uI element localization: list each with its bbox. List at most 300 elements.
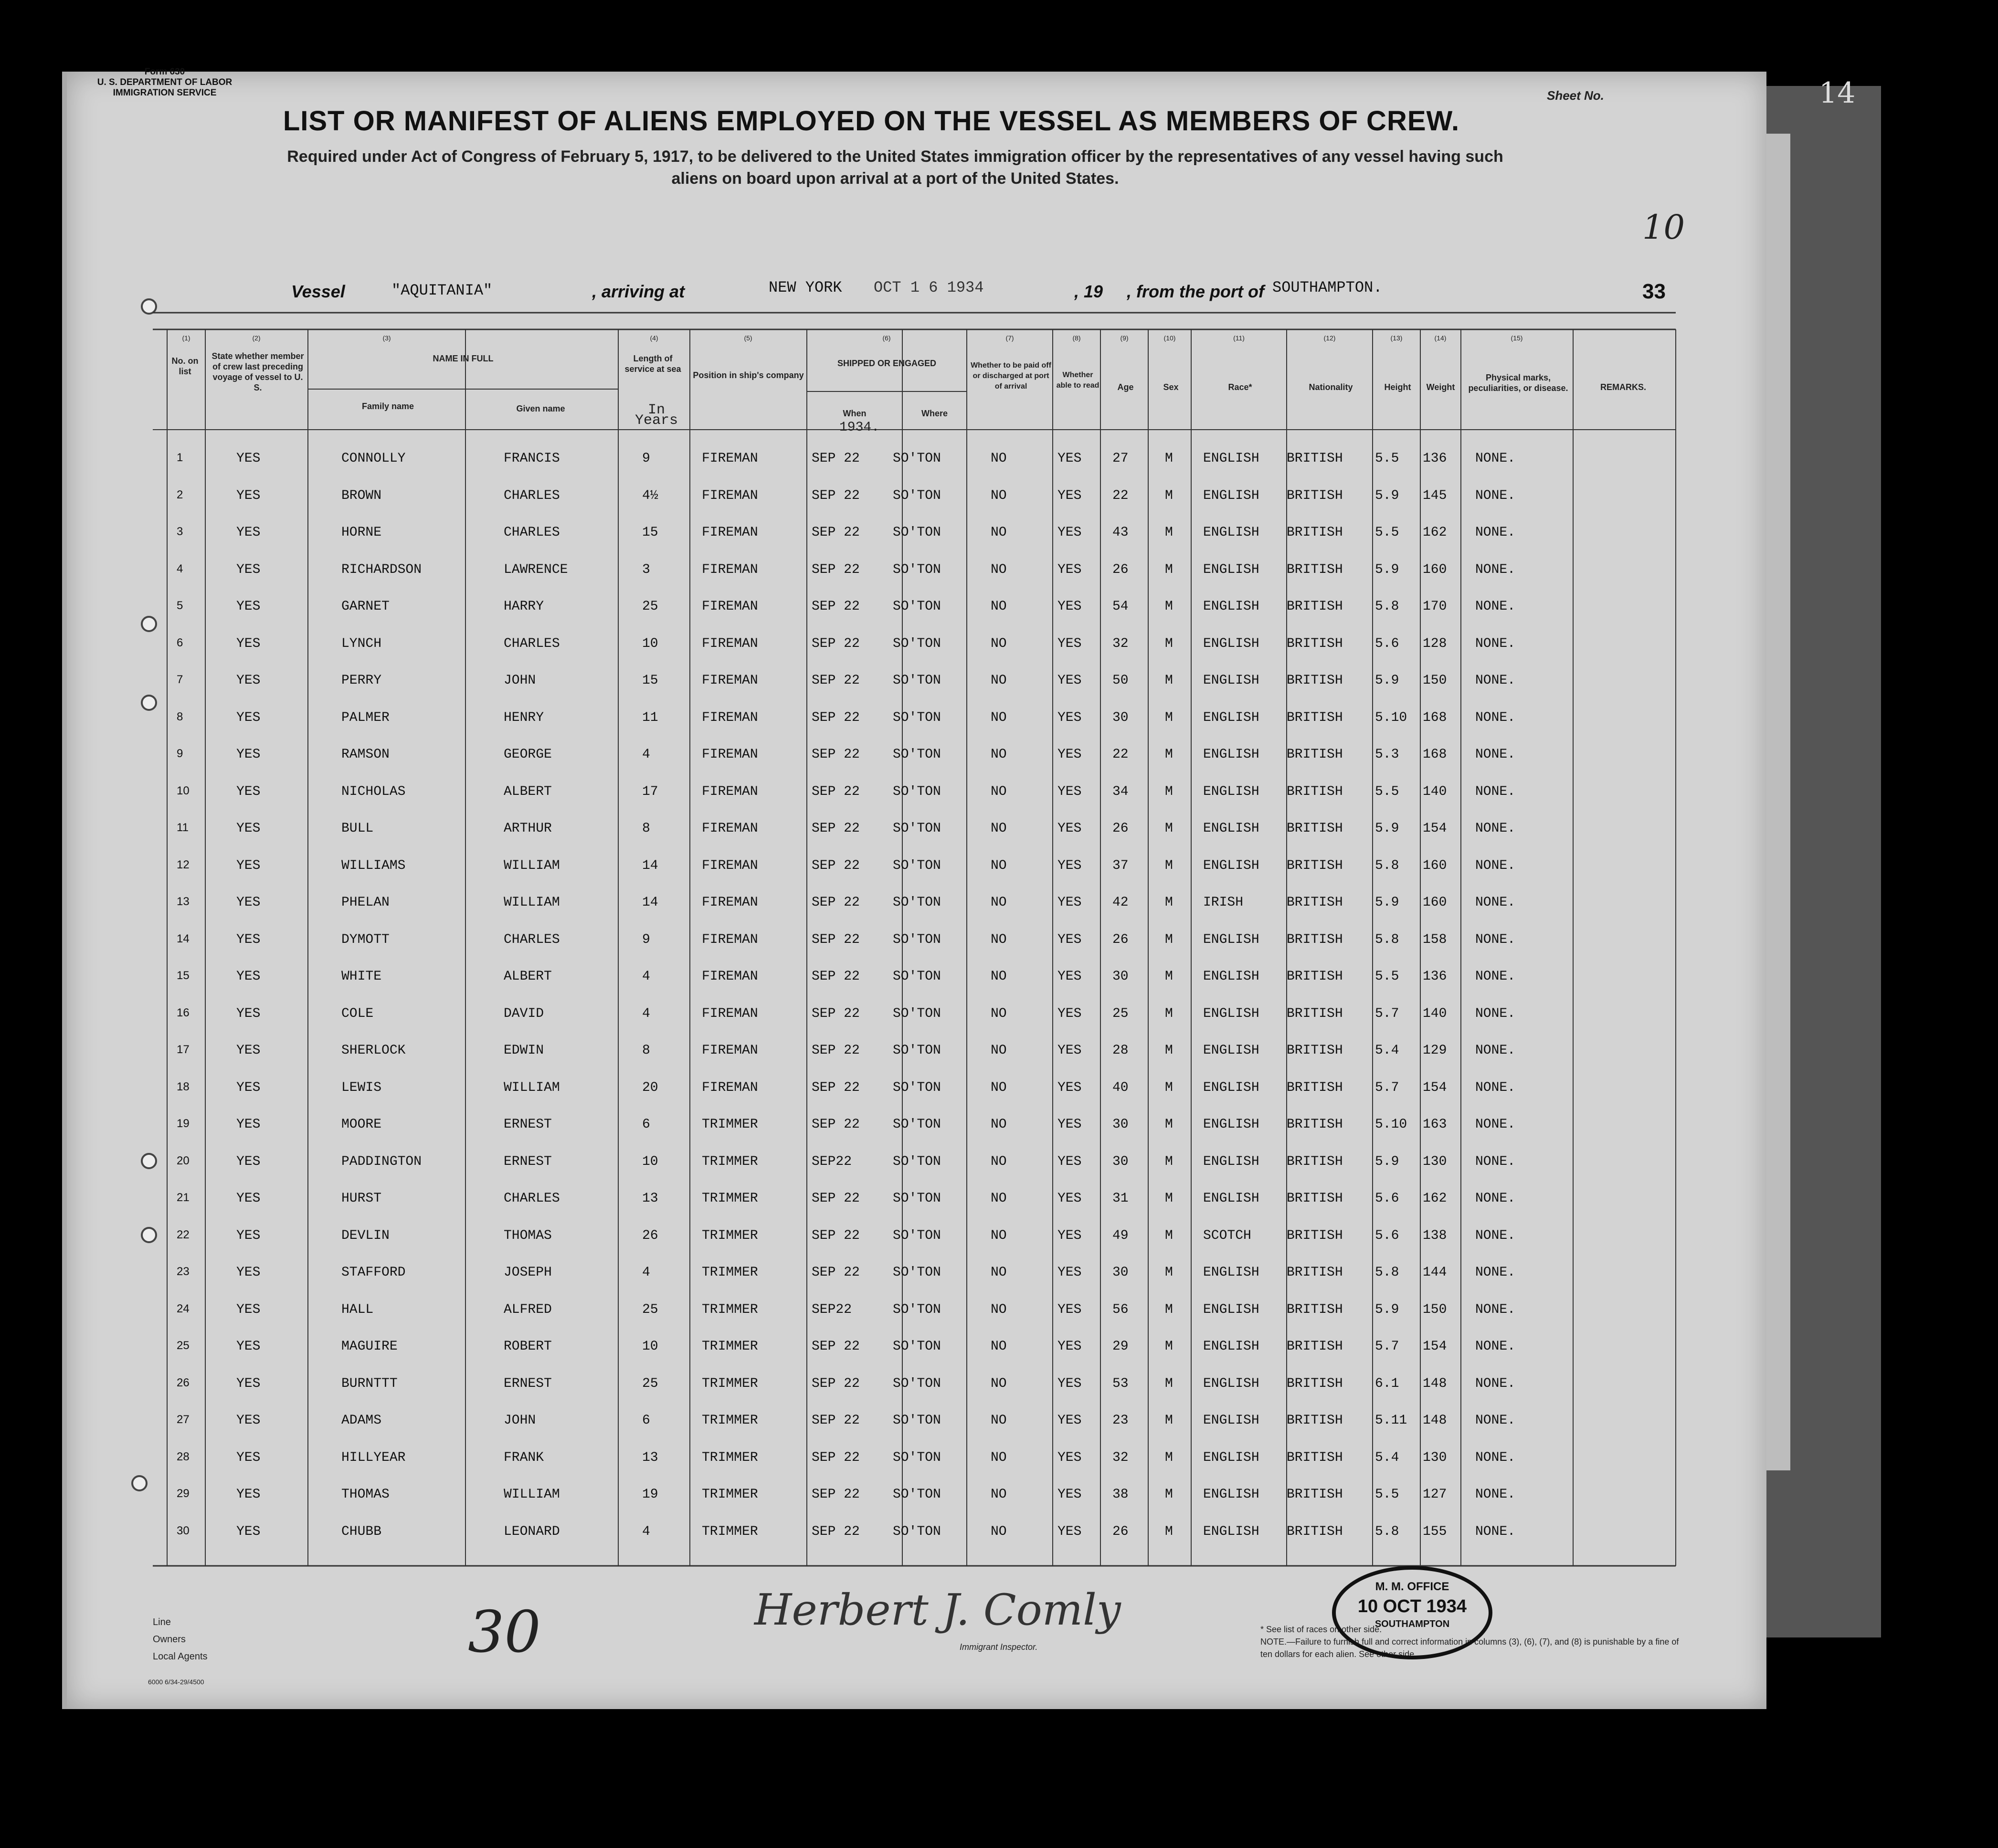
cell-nationality: BRITISH (1287, 1302, 1343, 1317)
cell-service-years: 13 (642, 1450, 658, 1465)
cell-weight: 150 (1423, 1302, 1447, 1317)
cell-service-years: 25 (642, 1302, 658, 1317)
cell-physical-marks: NONE. (1475, 1080, 1516, 1095)
cell-given-name: JOSEPH (504, 1265, 552, 1280)
cell-shipped-where: SO'TON (893, 932, 941, 947)
cell-given-name: THOMAS (504, 1228, 552, 1243)
cell-nationality: BRITISH (1287, 1376, 1343, 1391)
cell-family-name: SHERLOCK (341, 1043, 406, 1058)
cell-race: ENGLISH (1203, 673, 1259, 688)
cell-previous-voyage: YES (236, 710, 261, 725)
cell-family-name: MAGUIRE (341, 1339, 398, 1354)
cell-race: ENGLISH (1203, 747, 1259, 762)
cell-row-number: 1 (177, 451, 183, 464)
cell-family-name: PADDINGTON (341, 1154, 422, 1169)
header-able-read: Whether able to read (1056, 371, 1099, 390)
cell-physical-marks: NONE. (1475, 932, 1516, 947)
cell-physical-marks: NONE. (1475, 1487, 1516, 1502)
cell-position: FIREMAN (702, 710, 758, 725)
column-number: (8) (1072, 334, 1081, 342)
cell-shipped-where: SO'TON (893, 784, 941, 799)
cell-sex: M (1165, 1265, 1173, 1280)
cell-weight: 148 (1423, 1413, 1447, 1428)
cell-previous-voyage: YES (236, 932, 261, 947)
cell-given-name: WILLIAM (504, 1080, 560, 1095)
header-length-service: Length of service at sea (624, 354, 681, 374)
cell-race: ENGLISH (1203, 1450, 1259, 1465)
cell-weight: 160 (1423, 858, 1447, 873)
cell-sex: M (1165, 969, 1173, 984)
cell-position: TRIMMER (702, 1191, 758, 1206)
cell-previous-voyage: YES (236, 636, 261, 651)
cell-shipped-where: SO'TON (893, 1006, 941, 1021)
cell-row-number: 3 (177, 525, 183, 538)
cell-given-name: CHARLES (504, 488, 560, 503)
cell-height: 5.8 (1375, 599, 1399, 614)
cell-able-to-read: YES (1057, 451, 1082, 466)
cell-family-name: RICHARDSON (341, 562, 422, 577)
cell-service-years: 20 (642, 1080, 658, 1095)
cell-race: ENGLISH (1203, 488, 1259, 503)
cell-weight: 154 (1423, 1080, 1447, 1095)
date-stamp: OCT 1 6 1934 (874, 279, 984, 296)
cell-family-name: HILLYEAR (341, 1450, 406, 1465)
header-shipped: SHIPPED OR ENGAGED (837, 359, 937, 368)
penalty-note: NOTE.—Failure to furnish full and correct information in columns (3), (6), (7), and (8) is punishable by a fine of ten dollars for each alien. See other side. (1260, 1637, 1679, 1659)
cell-weight: 129 (1423, 1043, 1447, 1058)
cell-paid-off: NO (991, 451, 1007, 466)
cell-paid-off: NO (991, 747, 1007, 762)
cell-shipped-when: SEP 22 (812, 1487, 860, 1502)
cell-weight: 140 (1423, 1006, 1447, 1021)
cell-able-to-read: YES (1057, 1043, 1082, 1058)
cell-race: ENGLISH (1203, 1265, 1259, 1280)
local-agents-label: Local Agents (153, 1651, 208, 1662)
cell-given-name: CHARLES (504, 636, 560, 651)
cell-given-name: ERNEST (504, 1376, 552, 1391)
cell-paid-off: NO (991, 673, 1007, 688)
header-paid-off: Whether to be paid off or discharged at port of arrival (971, 361, 1051, 391)
cell-able-to-read: YES (1057, 636, 1082, 651)
sheet-no-handwritten: 10 (1642, 208, 1685, 247)
header-in-years: In Years (634, 402, 678, 429)
cell-able-to-read: YES (1057, 1228, 1082, 1243)
cell-sex: M (1165, 895, 1173, 910)
cell-height: 5.7 (1375, 1006, 1399, 1021)
cell-age: 26 (1112, 562, 1129, 577)
cell-family-name: DEVLIN (341, 1228, 390, 1243)
cell-position: TRIMMER (702, 1413, 758, 1428)
cell-shipped-where: SO'TON (893, 488, 941, 503)
cell-previous-voyage: YES (236, 1450, 261, 1465)
cell-shipped-when: SEP22 (812, 1302, 852, 1317)
cell-service-years: 25 (642, 599, 658, 614)
cell-race: ENGLISH (1203, 710, 1259, 725)
cell-family-name: DYMOTT (341, 932, 390, 947)
from-port: SOUTHAMPTON. (1272, 279, 1383, 296)
cell-given-name: HENRY (504, 710, 544, 725)
cell-able-to-read: YES (1057, 1450, 1082, 1465)
cell-service-years: 3 (642, 562, 650, 577)
cell-able-to-read: YES (1057, 1265, 1082, 1280)
cell-row-number: 15 (177, 969, 190, 982)
cell-shipped-when: SEP 22 (812, 710, 860, 725)
cell-service-years: 10 (642, 636, 658, 651)
cell-service-years: 17 (642, 784, 658, 799)
cell-shipped-where: SO'TON (893, 858, 941, 873)
cell-age: 49 (1112, 1228, 1129, 1243)
cell-weight: 168 (1423, 747, 1447, 762)
cell-given-name: ARTHUR (504, 821, 552, 836)
cell-height: 5.10 (1375, 710, 1407, 725)
vessel-label: Vessel (291, 282, 345, 301)
cell-shipped-when: SEP 22 (812, 747, 860, 762)
cell-row-number: 10 (177, 784, 190, 797)
cell-height: 5.6 (1375, 636, 1399, 651)
cell-shipped-when: SEP 22 (812, 636, 860, 651)
cell-age: 32 (1112, 1450, 1129, 1465)
cell-race: ENGLISH (1203, 636, 1259, 651)
cell-race: ENGLISH (1203, 1154, 1259, 1169)
cell-able-to-read: YES (1057, 932, 1082, 947)
cell-nationality: BRITISH (1287, 1265, 1343, 1280)
cell-previous-voyage: YES (236, 1413, 261, 1428)
cell-able-to-read: YES (1057, 1080, 1082, 1095)
cell-position: FIREMAN (702, 451, 758, 466)
cell-shipped-where: SO'TON (893, 1154, 941, 1169)
office-stamp (1332, 1566, 1492, 1659)
cell-service-years: 13 (642, 1191, 658, 1206)
header-age: Age (1117, 382, 1134, 392)
column-number: (1) (182, 334, 190, 342)
cell-sex: M (1165, 1376, 1173, 1391)
cell-given-name: DAVID (504, 1006, 544, 1021)
cell-shipped-where: SO'TON (893, 1524, 941, 1539)
cell-service-years: 15 (642, 525, 658, 540)
cell-shipped-where: SO'TON (893, 1376, 941, 1391)
cell-paid-off: NO (991, 1302, 1007, 1317)
cell-shipped-when: SEP 22 (812, 1524, 860, 1539)
cell-shipped-where: SO'TON (893, 1413, 941, 1428)
cell-given-name: ALFRED (504, 1302, 552, 1317)
cell-family-name: LYNCH (341, 636, 382, 651)
cell-nationality: BRITISH (1287, 1450, 1343, 1465)
cell-race: ENGLISH (1203, 1117, 1259, 1132)
cell-service-years: 4 (642, 1524, 650, 1539)
cell-height: 6.1 (1375, 1376, 1399, 1391)
cell-nationality: BRITISH (1287, 1413, 1343, 1428)
cell-row-number: 12 (177, 858, 190, 871)
cell-sex: M (1165, 932, 1173, 947)
cell-shipped-where: SO'TON (893, 1191, 941, 1206)
cell-physical-marks: NONE. (1475, 451, 1516, 466)
cell-previous-voyage: YES (236, 784, 261, 799)
cell-paid-off: NO (991, 1154, 1007, 1169)
cell-weight: 154 (1423, 821, 1447, 836)
cell-position: FIREMAN (702, 858, 758, 873)
cell-height: 5.8 (1375, 932, 1399, 947)
header-name-in-full: NAME IN FULL (433, 354, 494, 363)
cell-height: 5.9 (1375, 821, 1399, 836)
cell-weight: 136 (1423, 969, 1447, 984)
cell-paid-off: NO (991, 636, 1007, 651)
cell-position: FIREMAN (702, 1043, 758, 1058)
cell-shipped-where: SO'TON (893, 1339, 941, 1354)
cell-sex: M (1165, 1191, 1173, 1206)
cell-service-years: 8 (642, 1043, 650, 1058)
subtitle-line-2: aliens on board upon arrival at a port of the United States. (671, 169, 1119, 188)
cell-position: FIREMAN (702, 969, 758, 984)
cell-nationality: BRITISH (1287, 1043, 1343, 1058)
cell-height: 5.8 (1375, 1524, 1399, 1539)
cell-age: 25 (1112, 1006, 1129, 1021)
cell-nationality: BRITISH (1287, 784, 1343, 799)
cell-weight: 155 (1423, 1524, 1447, 1539)
cell-position: FIREMAN (702, 599, 758, 614)
cell-row-number: 4 (177, 562, 183, 575)
column-number: (11) (1233, 334, 1245, 342)
cell-race: ENGLISH (1203, 969, 1259, 984)
cell-service-years: 10 (642, 1154, 658, 1169)
cell-weight: 163 (1423, 1117, 1447, 1132)
cell-nationality: BRITISH (1287, 1191, 1343, 1206)
cell-age: 38 (1112, 1487, 1129, 1502)
cell-paid-off: NO (991, 525, 1007, 540)
cell-sex: M (1165, 1006, 1173, 1021)
cell-height: 5.9 (1375, 562, 1399, 577)
cell-given-name: LAWRENCE (504, 562, 568, 577)
cell-height: 5.5 (1375, 1487, 1399, 1502)
cell-given-name: CHARLES (504, 932, 560, 947)
column-number: (10) (1163, 334, 1176, 342)
cell-previous-voyage: YES (236, 525, 261, 540)
cell-age: 34 (1112, 784, 1129, 799)
cell-weight: 136 (1423, 451, 1447, 466)
cell-family-name: HURST (341, 1191, 382, 1206)
cell-shipped-when: SEP 22 (812, 858, 860, 873)
cell-row-number: 27 (177, 1413, 190, 1426)
cell-physical-marks: NONE. (1475, 1376, 1516, 1391)
cell-race: ENGLISH (1203, 525, 1259, 540)
cell-position: TRIMMER (702, 1302, 758, 1317)
cell-shipped-where: SO'TON (893, 1487, 941, 1502)
cell-family-name: MOORE (341, 1117, 382, 1132)
cell-family-name: RAMSON (341, 747, 390, 762)
cell-position: TRIMMER (702, 1339, 758, 1354)
arriving-label: , arriving at (592, 282, 685, 301)
cell-service-years: 26 (642, 1228, 658, 1243)
cell-shipped-where: SO'TON (893, 1302, 941, 1317)
cell-shipped-when: SEP 22 (812, 895, 860, 910)
cell-previous-voyage: YES (236, 969, 261, 984)
cell-given-name: LEONARD (504, 1524, 560, 1539)
cell-physical-marks: NONE. (1475, 1006, 1516, 1021)
cell-height: 5.9 (1375, 1302, 1399, 1317)
cell-row-number: 7 (177, 673, 183, 686)
cell-paid-off: NO (991, 858, 1007, 873)
cell-row-number: 19 (177, 1117, 190, 1130)
cell-service-years: 14 (642, 858, 658, 873)
cell-able-to-read: YES (1057, 1154, 1082, 1169)
cell-previous-voyage: YES (236, 562, 261, 577)
cell-sex: M (1165, 599, 1173, 614)
cell-shipped-when: SEP 22 (812, 1117, 860, 1132)
cell-able-to-read: YES (1057, 1006, 1082, 1021)
cell-nationality: BRITISH (1287, 747, 1343, 762)
year-label: , 19 (1074, 282, 1103, 301)
cell-shipped-where: SO'TON (893, 636, 941, 651)
cell-nationality: BRITISH (1287, 1006, 1343, 1021)
cell-paid-off: NO (991, 1191, 1007, 1206)
cell-previous-voyage: YES (236, 1524, 261, 1539)
cell-row-number: 16 (177, 1006, 190, 1019)
cell-nationality: BRITISH (1287, 562, 1343, 577)
cell-paid-off: NO (991, 932, 1007, 947)
cell-shipped-where: SO'TON (893, 821, 941, 836)
cell-family-name: COLE (341, 1006, 374, 1021)
cell-height: 5.5 (1375, 784, 1399, 799)
cell-age: 28 (1112, 1043, 1129, 1058)
cell-family-name: THOMAS (341, 1487, 390, 1502)
department: U. S. DEPARTMENT OF LABOR (97, 77, 233, 87)
cell-age: 43 (1112, 525, 1129, 540)
cell-able-to-read: YES (1057, 562, 1082, 577)
cell-physical-marks: NONE. (1475, 636, 1516, 651)
cell-sex: M (1165, 1154, 1173, 1169)
cell-position: FIREMAN (702, 525, 758, 540)
cell-paid-off: NO (991, 1413, 1007, 1428)
cell-given-name: FRANCIS (504, 451, 560, 466)
cell-able-to-read: YES (1057, 895, 1082, 910)
cell-able-to-read: YES (1057, 1413, 1082, 1428)
subtitle-line-1: Required under Act of Congress of February 5, 1917, to be delivered to the United States immigration officer by the representatives of any vessel having such (287, 148, 1503, 166)
cell-given-name: ROBERT (504, 1339, 552, 1354)
cell-position: FIREMAN (702, 488, 758, 503)
cell-sex: M (1165, 488, 1173, 503)
cell-family-name: CHUBB (341, 1524, 382, 1539)
cell-paid-off: NO (991, 1228, 1007, 1243)
cell-shipped-where: SO'TON (893, 1043, 941, 1058)
cell-service-years: 4 (642, 1265, 650, 1280)
cell-physical-marks: NONE. (1475, 673, 1516, 688)
cell-race: ENGLISH (1203, 1302, 1259, 1317)
cell-age: 37 (1112, 858, 1129, 873)
cell-age: 29 (1112, 1339, 1129, 1354)
cell-position: FIREMAN (702, 895, 758, 910)
cell-shipped-when: SEP 22 (812, 932, 860, 947)
cell-paid-off: NO (991, 1117, 1007, 1132)
cell-given-name: CHARLES (504, 1191, 560, 1206)
cell-paid-off: NO (991, 710, 1007, 725)
header-race: Race* (1228, 382, 1252, 392)
cell-service-years: 8 (642, 821, 650, 836)
cell-paid-off: NO (991, 821, 1007, 836)
cell-height: 5.6 (1375, 1191, 1399, 1206)
cell-service-years: 4 (642, 747, 650, 762)
cell-physical-marks: NONE. (1475, 525, 1516, 540)
cell-paid-off: NO (991, 488, 1007, 503)
cell-shipped-where: SO'TON (893, 1450, 941, 1465)
cell-previous-voyage: YES (236, 599, 261, 614)
cell-able-to-read: YES (1057, 599, 1082, 614)
cell-physical-marks: NONE. (1475, 1413, 1516, 1428)
cell-row-number: 2 (177, 488, 183, 501)
cell-weight: 160 (1423, 562, 1447, 577)
cell-row-number: 11 (177, 821, 189, 834)
service: IMMIGRATION SERVICE (113, 88, 217, 98)
cell-sex: M (1165, 1302, 1173, 1317)
header-when: When (843, 409, 867, 418)
cell-family-name: CONNOLLY (341, 451, 406, 466)
cell-age: 26 (1112, 1524, 1129, 1539)
cell-physical-marks: NONE. (1475, 1339, 1516, 1354)
cell-row-number: 29 (177, 1487, 190, 1500)
cell-position: FIREMAN (702, 562, 758, 577)
cell-physical-marks: NONE. (1475, 599, 1516, 614)
cell-height: 5.7 (1375, 1080, 1399, 1095)
cell-able-to-read: YES (1057, 821, 1082, 836)
cell-position: TRIMMER (702, 1487, 758, 1502)
cell-row-number: 23 (177, 1265, 190, 1278)
cell-weight: 170 (1423, 599, 1447, 614)
cell-position: TRIMMER (702, 1450, 758, 1465)
cell-given-name: JOHN (504, 1413, 536, 1428)
cell-row-number: 13 (177, 895, 190, 908)
cell-able-to-read: YES (1057, 673, 1082, 688)
header-height: Height (1384, 382, 1411, 392)
cell-row-number: 14 (177, 932, 190, 945)
cell-position: TRIMMER (702, 1154, 758, 1169)
cell-previous-voyage: YES (236, 1080, 261, 1095)
cell-row-number: 8 (177, 710, 183, 723)
cell-age: 30 (1112, 969, 1129, 984)
cell-race: ENGLISH (1203, 932, 1259, 947)
cell-sex: M (1165, 1043, 1173, 1058)
cell-race: SCOTCH (1203, 1228, 1251, 1243)
cell-paid-off: NO (991, 599, 1007, 614)
cell-paid-off: NO (991, 895, 1007, 910)
cell-height: 5.5 (1375, 451, 1399, 466)
cell-nationality: BRITISH (1287, 599, 1343, 614)
cell-previous-voyage: YES (236, 1154, 261, 1169)
cell-height: 5.5 (1375, 525, 1399, 540)
cell-race: ENGLISH (1203, 562, 1259, 577)
cell-given-name: ALBERT (504, 784, 552, 799)
cell-weight: 145 (1423, 488, 1447, 503)
cell-weight: 160 (1423, 895, 1447, 910)
cell-physical-marks: NONE. (1475, 1265, 1516, 1280)
cell-able-to-read: YES (1057, 858, 1082, 873)
cell-physical-marks: NONE. (1475, 1450, 1516, 1465)
cell-weight: 144 (1423, 1265, 1447, 1280)
cell-shipped-when: SEP 22 (812, 673, 860, 688)
cell-physical-marks: NONE. (1475, 710, 1516, 725)
cell-age: 40 (1112, 1080, 1129, 1095)
cell-previous-voyage: YES (236, 1376, 261, 1391)
cell-shipped-when: SEP 22 (812, 1191, 860, 1206)
cell-physical-marks: NONE. (1475, 1043, 1516, 1058)
vessel-name: "AQUITANIA" (391, 282, 493, 299)
cell-row-number: 17 (177, 1043, 190, 1056)
line-label: Line (153, 1617, 171, 1627)
cell-given-name: WILLIAM (504, 895, 560, 910)
header-where: Where (921, 409, 948, 418)
cell-physical-marks: NONE. (1475, 784, 1516, 799)
cell-nationality: BRITISH (1287, 710, 1343, 725)
cell-row-number: 6 (177, 636, 183, 649)
cell-nationality: BRITISH (1287, 895, 1343, 910)
cell-sex: M (1165, 636, 1173, 651)
